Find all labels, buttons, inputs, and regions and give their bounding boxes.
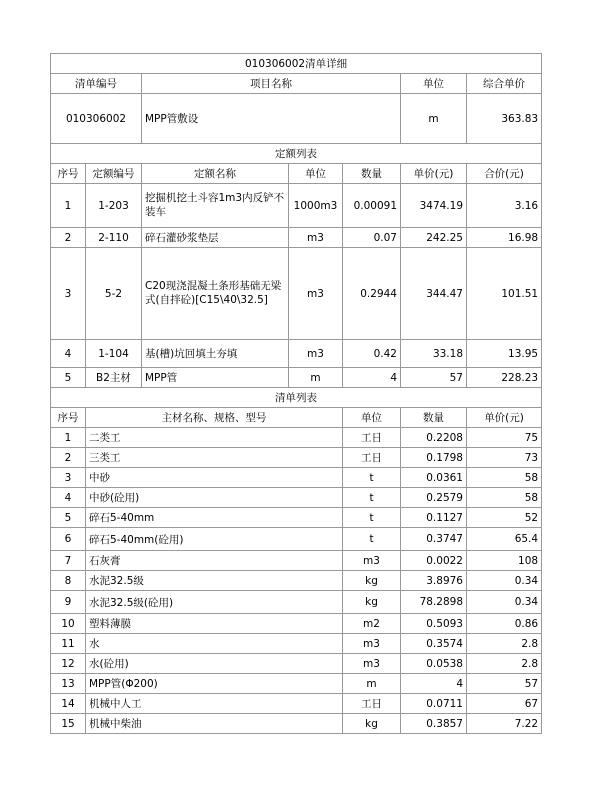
materials-row xyxy=(51,634,542,654)
materials-name: 机械中柴油 xyxy=(86,714,343,734)
materials-no: 2 xyxy=(51,448,86,468)
materials-name: MPP管(Φ200) xyxy=(86,674,343,694)
quota-header-row xyxy=(51,164,542,184)
materials-qty: 0.0538 xyxy=(401,654,467,674)
quota-code: 2-110 xyxy=(86,228,142,248)
summary-price: 363.83 xyxy=(467,94,542,144)
quota-no: 2 xyxy=(51,228,86,248)
quota-qty: 0.2944 xyxy=(343,248,401,340)
materials-unit: m xyxy=(343,674,401,694)
materials-row xyxy=(51,551,542,571)
materials-no: 15 xyxy=(51,714,86,734)
materials-qty: 0.3857 xyxy=(401,714,467,734)
materials-unit: kg xyxy=(343,591,401,614)
materials-unit: t xyxy=(343,508,401,528)
quota-row xyxy=(51,368,542,388)
materials-price: 67 xyxy=(467,694,542,714)
quota-row xyxy=(51,340,542,368)
quota-unit: m xyxy=(289,368,343,388)
detail-table xyxy=(50,53,542,734)
materials-price: 2.8 xyxy=(467,634,542,654)
materials-name: 三类工 xyxy=(86,448,343,468)
materials-name: 水泥32.5级 xyxy=(86,571,343,591)
materials-no: 8 xyxy=(51,571,86,591)
materials-qty: 0.3574 xyxy=(401,634,467,654)
materials-section-title: 清单列表 xyxy=(51,388,542,408)
materials-row xyxy=(51,508,542,528)
quota-section-title: 定额列表 xyxy=(51,144,542,164)
materials-unit: 工日 xyxy=(343,428,401,448)
materials-unit: m3 xyxy=(343,551,401,571)
materials-header-qty: 数量 xyxy=(401,408,467,428)
materials-row xyxy=(51,448,542,468)
quota-qty: 0.42 xyxy=(343,340,401,368)
materials-no: 3 xyxy=(51,468,86,488)
materials-name: 二类工 xyxy=(86,428,343,448)
quota-qty: 0.07 xyxy=(343,228,401,248)
materials-qty: 0.1798 xyxy=(401,448,467,468)
quota-price: 3474.19 xyxy=(401,184,467,228)
materials-no: 5 xyxy=(51,508,86,528)
quota-qty: 4 xyxy=(343,368,401,388)
materials-price: 0.86 xyxy=(467,614,542,634)
quota-no: 4 xyxy=(51,340,86,368)
quota-code: B2主材 xyxy=(86,368,142,388)
materials-unit: kg xyxy=(343,571,401,591)
materials-row xyxy=(51,654,542,674)
materials-header-price: 单价(元) xyxy=(467,408,542,428)
quota-total: 3.16 xyxy=(467,184,542,228)
materials-row xyxy=(51,694,542,714)
materials-name: 水泥32.5级(砼用) xyxy=(86,591,343,614)
materials-name: 塑料薄膜 xyxy=(86,614,343,634)
materials-qty: 3.8976 xyxy=(401,571,467,591)
materials-qty: 0.2579 xyxy=(401,488,467,508)
quota-total: 16.98 xyxy=(467,228,542,248)
materials-qty: 0.3747 xyxy=(401,528,467,551)
materials-qty: 0.0361 xyxy=(401,468,467,488)
materials-unit: 工日 xyxy=(343,448,401,468)
materials-price: 75 xyxy=(467,428,542,448)
table-title: 010306002清单详细 xyxy=(51,54,542,74)
quota-qty: 0.00091 xyxy=(343,184,401,228)
materials-unit: m3 xyxy=(343,634,401,654)
quota-total: 228.23 xyxy=(467,368,542,388)
summary-code: 010306002 xyxy=(51,94,142,144)
header-name: 项目名称 xyxy=(142,74,401,94)
quota-price: 33.18 xyxy=(401,340,467,368)
materials-name: 中砂(砼用) xyxy=(86,488,343,508)
materials-row xyxy=(51,528,542,551)
quota-name: MPP管 xyxy=(142,368,289,388)
materials-unit: 工日 xyxy=(343,694,401,714)
materials-unit: m2 xyxy=(343,614,401,634)
quota-name: 基(槽)坑回填土夯填 xyxy=(142,340,289,368)
materials-price: 57 xyxy=(467,674,542,694)
materials-no: 13 xyxy=(51,674,86,694)
materials-header-unit: 单位 xyxy=(343,408,401,428)
materials-name: 机械中人工 xyxy=(86,694,343,714)
quota-code: 1-104 xyxy=(86,340,142,368)
quota-header-price: 单价(元) xyxy=(401,164,467,184)
materials-no: 11 xyxy=(51,634,86,654)
materials-qty: 0.0022 xyxy=(401,551,467,571)
materials-row xyxy=(51,614,542,634)
quota-price: 57 xyxy=(401,368,467,388)
quota-header-unit: 单位 xyxy=(289,164,343,184)
materials-row xyxy=(51,488,542,508)
materials-header-row xyxy=(51,408,542,428)
quota-unit: m3 xyxy=(289,228,343,248)
materials-price: 73 xyxy=(467,448,542,468)
materials-qty: 78.2898 xyxy=(401,591,467,614)
quota-header-code: 定额编号 xyxy=(86,164,142,184)
quota-code: 1-203 xyxy=(86,184,142,228)
quota-header-name: 定额名称 xyxy=(142,164,289,184)
quota-total: 13.95 xyxy=(467,340,542,368)
materials-no: 4 xyxy=(51,488,86,508)
header-code: 清单编号 xyxy=(51,74,142,94)
header-price: 综合单价 xyxy=(467,74,542,94)
materials-name: 石灰膏 xyxy=(86,551,343,571)
materials-name: 水 xyxy=(86,634,343,654)
materials-qty: 0.2208 xyxy=(401,428,467,448)
materials-price: 7.22 xyxy=(467,714,542,734)
quota-code: 5-2 xyxy=(86,248,142,340)
quota-unit: 1000m3 xyxy=(289,184,343,228)
materials-row xyxy=(51,428,542,448)
materials-header-name: 主材名称、规格、型号 xyxy=(86,408,343,428)
quota-row xyxy=(51,248,542,340)
materials-price: 52 xyxy=(467,508,542,528)
materials-no: 14 xyxy=(51,694,86,714)
quota-name: C20现浇混凝土条形基础无梁式(自拌砼)[C15\40\32.5] xyxy=(142,248,289,340)
materials-no: 12 xyxy=(51,654,86,674)
materials-name: 水(砼用) xyxy=(86,654,343,674)
materials-price: 58 xyxy=(467,488,542,508)
materials-name: 中砂 xyxy=(86,468,343,488)
quota-name: 挖掘机挖土斗容1m3内反铲不装车 xyxy=(142,184,289,228)
materials-price: 2.8 xyxy=(467,654,542,674)
materials-name: 碎石5-40mm(砼用) xyxy=(86,528,343,551)
materials-row xyxy=(51,714,542,734)
materials-price: 65.4 xyxy=(467,528,542,551)
quota-no: 5 xyxy=(51,368,86,388)
quota-unit: m3 xyxy=(289,248,343,340)
materials-unit: m3 xyxy=(343,654,401,674)
materials-row xyxy=(51,591,542,614)
materials-no: 9 xyxy=(51,591,86,614)
materials-unit: t xyxy=(343,528,401,551)
materials-no: 10 xyxy=(51,614,86,634)
materials-unit: kg xyxy=(343,714,401,734)
summary-name: MPP管敷设 xyxy=(142,94,401,144)
materials-no: 7 xyxy=(51,551,86,571)
materials-unit: t xyxy=(343,488,401,508)
quota-row xyxy=(51,228,542,248)
header-unit: 单位 xyxy=(401,74,467,94)
materials-unit: t xyxy=(343,468,401,488)
quota-name: 碎石灌砂浆垫层 xyxy=(142,228,289,248)
materials-qty: 4 xyxy=(401,674,467,694)
quota-row xyxy=(51,184,542,228)
materials-row xyxy=(51,674,542,694)
materials-qty: 0.5093 xyxy=(401,614,467,634)
materials-header-no: 序号 xyxy=(51,408,86,428)
materials-row xyxy=(51,571,542,591)
summary-unit: m xyxy=(401,94,467,144)
materials-name: 碎石5-40mm xyxy=(86,508,343,528)
quota-no: 1 xyxy=(51,184,86,228)
quota-price: 344.47 xyxy=(401,248,467,340)
materials-price: 108 xyxy=(467,551,542,571)
materials-price: 0.34 xyxy=(467,591,542,614)
quota-header-total: 合价(元) xyxy=(467,164,542,184)
materials-no: 6 xyxy=(51,528,86,551)
materials-row xyxy=(51,468,542,488)
quota-total: 101.51 xyxy=(467,248,542,340)
quota-no: 3 xyxy=(51,248,86,340)
quota-header-qty: 数量 xyxy=(343,164,401,184)
materials-qty: 0.0711 xyxy=(401,694,467,714)
quota-price: 242.25 xyxy=(401,228,467,248)
materials-price: 58 xyxy=(467,468,542,488)
materials-price: 0.34 xyxy=(467,571,542,591)
quota-header-no: 序号 xyxy=(51,164,86,184)
materials-no: 1 xyxy=(51,428,86,448)
materials-qty: 0.1127 xyxy=(401,508,467,528)
quota-unit: m3 xyxy=(289,340,343,368)
